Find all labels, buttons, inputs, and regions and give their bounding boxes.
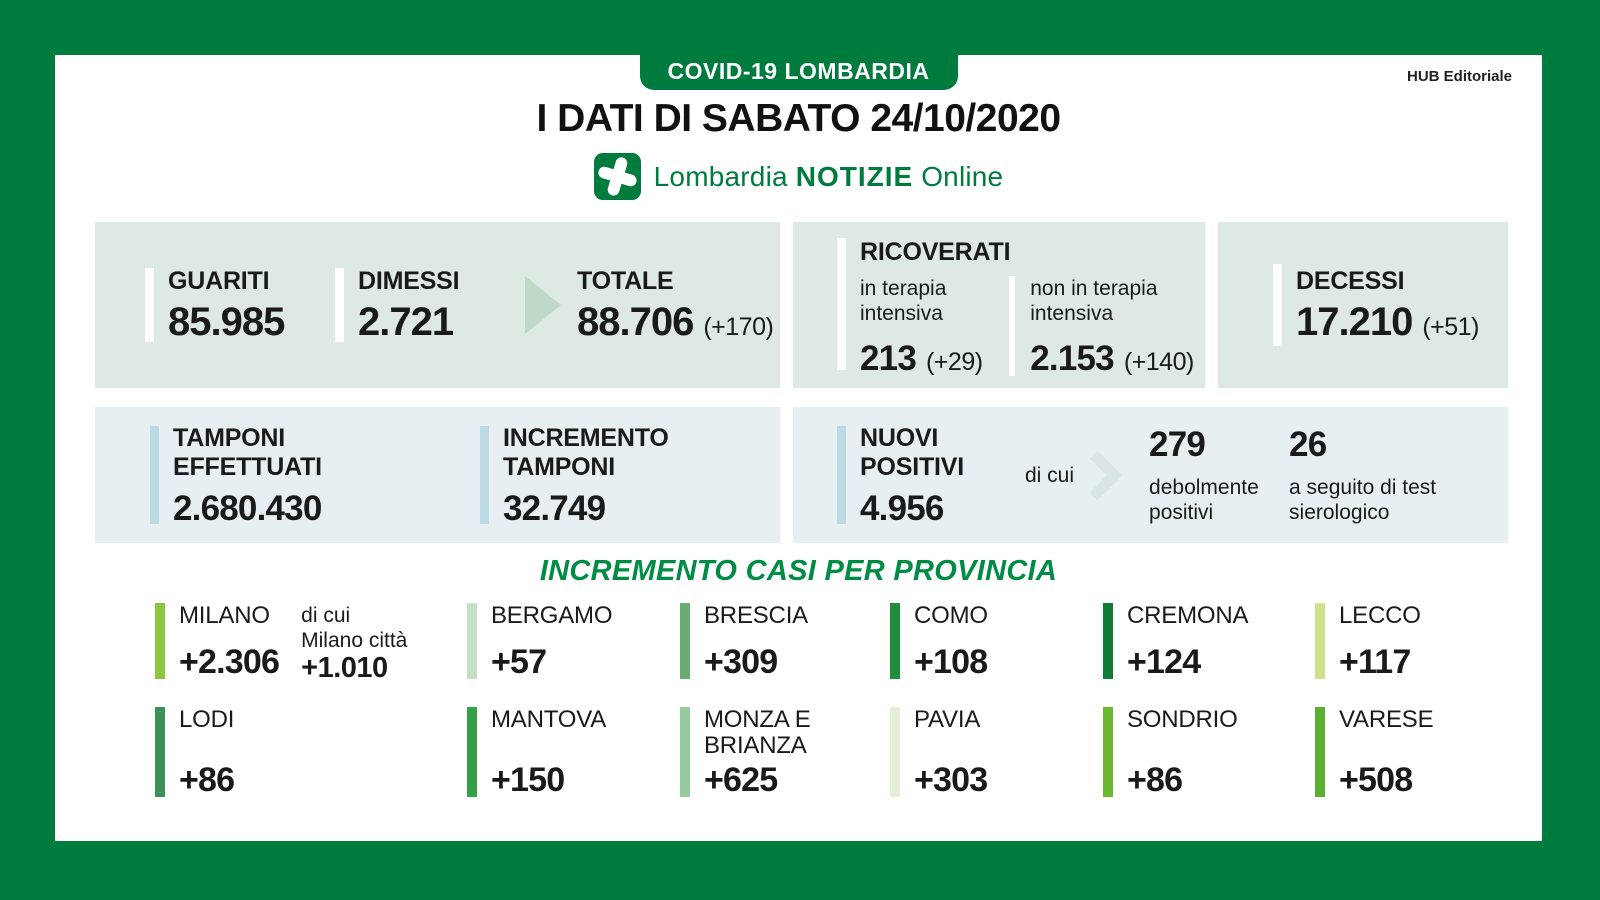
stat-label: TOTALE xyxy=(577,267,674,295)
province-value: +117 xyxy=(1339,643,1411,681)
province-brescia xyxy=(680,603,890,679)
accent-bar xyxy=(145,268,154,342)
stat-value: 17.210 xyxy=(1296,300,1413,344)
province-value: +2.306 xyxy=(179,643,280,681)
province-value: +150 xyxy=(491,761,565,799)
stat-label: TAMPONI EFFETTUATI xyxy=(173,423,322,481)
covid-lombardia-badge: COVID-19 LOMBARDIA xyxy=(639,55,957,90)
province-name: BRESCIA xyxy=(704,602,808,629)
province-name: BERGAMO xyxy=(491,602,613,629)
note-value: +1.010 xyxy=(301,652,388,684)
accent-bar xyxy=(335,268,344,342)
province-value: +309 xyxy=(704,643,778,681)
province-name: PAVIA xyxy=(914,706,981,733)
province-bergamo xyxy=(467,603,680,679)
di-cui-label: di cui xyxy=(1025,463,1075,487)
logo-wordmark xyxy=(654,161,1004,193)
card-decessi xyxy=(1218,222,1508,388)
province-accent-bar xyxy=(1103,603,1113,679)
province-accent-bar xyxy=(467,603,477,679)
province-name: SONDRIO xyxy=(1127,706,1238,733)
stat-non-terapia-intensiva xyxy=(1030,276,1217,377)
stat-terapia-intensiva xyxy=(860,276,1009,377)
province-mantova xyxy=(467,707,680,797)
divider xyxy=(1009,276,1015,376)
province-lecco xyxy=(1315,603,1510,679)
stat-value: 2.153 xyxy=(1030,339,1114,378)
province-accent-bar xyxy=(1315,707,1325,797)
stat-test-sierologico xyxy=(1289,426,1459,525)
stat-totale xyxy=(577,267,773,343)
stat-value: 32.749 xyxy=(503,488,606,528)
card-tamponi xyxy=(95,407,780,543)
province-accent-bar xyxy=(890,603,900,679)
province-section-heading: INCREMENTO CASI PER PROVINCIA xyxy=(539,555,1058,587)
province-value: +86 xyxy=(179,761,235,799)
infographic-canvas xyxy=(55,55,1542,841)
province-value: +508 xyxy=(1339,761,1413,799)
stat-dimessi xyxy=(335,267,525,343)
province-accent-bar xyxy=(890,707,900,797)
stat-delta: (+29) xyxy=(926,348,983,376)
province-lodi xyxy=(155,707,467,797)
tamponi-row xyxy=(95,407,1508,543)
province-name: LECCO xyxy=(1339,602,1421,629)
stat-value: 88.706 xyxy=(577,300,694,344)
stat-value: 2.721 xyxy=(358,300,454,344)
accent-bar xyxy=(150,426,159,524)
stat-value: 279 xyxy=(1149,424,1206,464)
stat-delta: (+51) xyxy=(1422,313,1479,341)
chevron-right-icon xyxy=(1073,450,1122,499)
accent-bar xyxy=(480,426,489,524)
stat-value: 213 xyxy=(860,339,916,378)
province-grid-row-2 xyxy=(155,707,1510,797)
accent-bar xyxy=(837,426,846,524)
province-sondrio xyxy=(1103,707,1315,797)
lombardia-notizie-logo xyxy=(55,153,1542,200)
province-accent-bar xyxy=(467,707,477,797)
card-guariti-dimessi-totale xyxy=(95,222,780,388)
province-name: MANTOVA xyxy=(491,706,607,733)
note-name: Milano città xyxy=(301,629,408,652)
province-value: +124 xyxy=(1127,643,1201,681)
milano-citta-note xyxy=(301,603,408,684)
province-accent-bar xyxy=(155,603,165,679)
province-varese xyxy=(1315,707,1510,797)
rosa-camuna-icon xyxy=(594,153,641,200)
stat-incremento-tamponi xyxy=(480,424,703,527)
province-como xyxy=(890,603,1103,679)
logo-brand: Lombardia xyxy=(653,160,788,192)
arrow-right-icon xyxy=(525,276,561,334)
province-value: +625 xyxy=(704,761,778,799)
stat-sublabel: a seguito di test sierologico xyxy=(1289,475,1437,524)
province-name: MONZA E BRIANZA xyxy=(704,706,811,759)
di-cui-connector xyxy=(1025,458,1115,493)
province-accent-bar xyxy=(155,707,165,797)
province-milano xyxy=(155,602,467,684)
province-grid-row-1 xyxy=(155,602,1510,684)
province-value: +108 xyxy=(914,643,988,681)
province-name: LODI xyxy=(179,706,235,733)
province-name: VARESE xyxy=(1339,706,1434,733)
province-value: +86 xyxy=(1127,761,1183,799)
province-name: MILANO xyxy=(179,602,270,629)
province-name: COMO xyxy=(914,602,988,629)
stat-label: NUOVI POSITIVI xyxy=(860,423,964,481)
stat-value: 4.956 xyxy=(860,488,944,528)
province-accent-bar xyxy=(680,707,690,797)
stat-delta: (+140) xyxy=(1123,348,1194,376)
stat-label: DIMESSI xyxy=(358,267,460,295)
note-prefix: di cui xyxy=(301,604,351,627)
province-accent-bar xyxy=(1103,707,1113,797)
province-monza-brianza xyxy=(680,707,890,797)
summary-row xyxy=(95,222,1508,388)
province-value: +57 xyxy=(491,643,547,681)
card-ricoverati xyxy=(793,222,1205,388)
stat-sublabel: debolmente positivi xyxy=(1149,475,1259,524)
province-value: +303 xyxy=(914,761,988,799)
stat-tamponi-effettuati xyxy=(150,424,480,527)
hub-editoriale-credit: HUB Editoriale xyxy=(1406,68,1512,85)
province-accent-bar xyxy=(1315,603,1325,679)
stat-value: 85.985 xyxy=(168,300,285,344)
logo-brand-bold: NOTIZIE xyxy=(795,160,914,192)
logo-brand-suffix: Online xyxy=(921,160,1004,192)
stat-label: INCREMENTO TAMPONI xyxy=(503,423,669,481)
stat-value: 2.680.430 xyxy=(173,488,322,528)
stat-guariti xyxy=(145,267,335,343)
stat-value: 26 xyxy=(1289,424,1327,464)
stat-label: RICOVERATI xyxy=(860,238,1011,266)
stat-debolmente-positivi xyxy=(1149,426,1289,525)
card-nuovi-positivi xyxy=(793,407,1508,543)
accent-bar xyxy=(1273,264,1282,346)
stat-delta: (+170) xyxy=(703,313,774,341)
province-name: CREMONA xyxy=(1127,602,1249,629)
stat-label: DECESSI xyxy=(1296,267,1405,295)
stat-sublabel: non in terapia intensiva xyxy=(1030,277,1158,325)
stat-label: GUARITI xyxy=(168,267,270,295)
province-pavia xyxy=(890,707,1103,797)
page-title: I DATI DI SABATO 24/10/2020 xyxy=(536,97,1061,140)
province-cremona xyxy=(1103,603,1315,679)
accent-bar xyxy=(837,238,846,370)
province-accent-bar xyxy=(680,603,690,679)
stat-sublabel: in terapia intensiva xyxy=(860,277,947,325)
